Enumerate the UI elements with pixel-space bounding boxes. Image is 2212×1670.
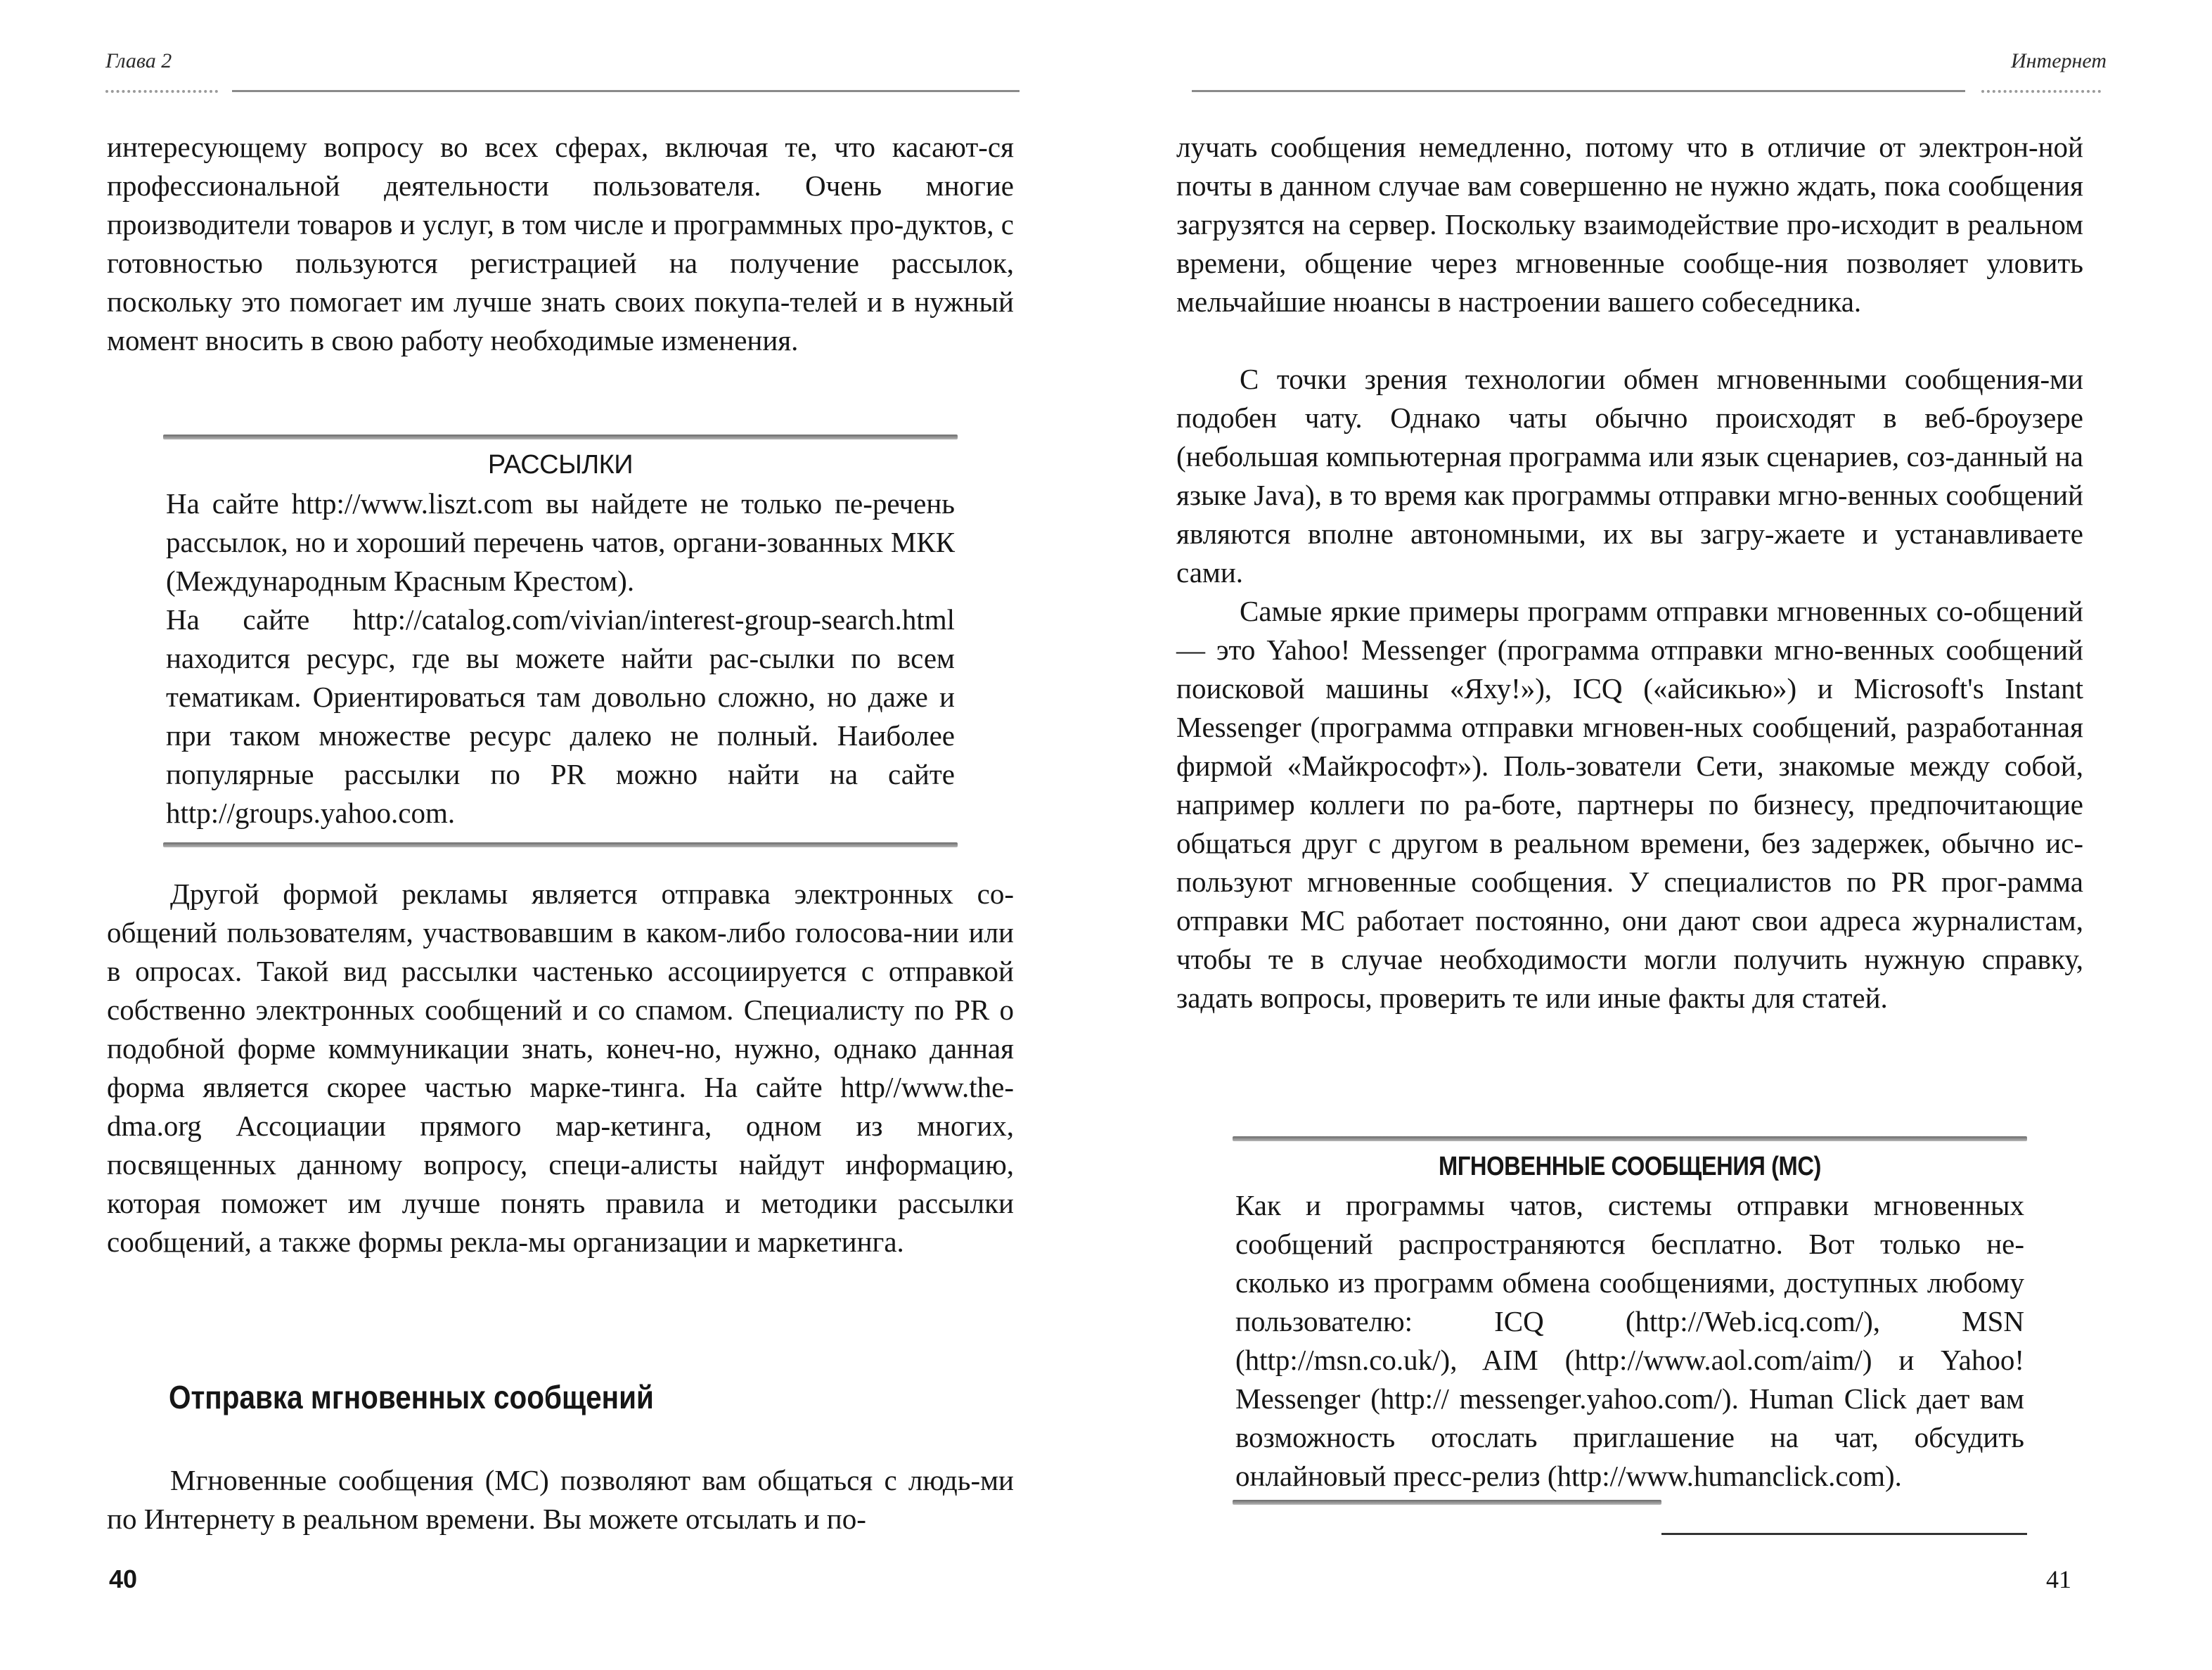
running-head-right: Интернет bbox=[2011, 49, 2107, 72]
box-bottom-bar bbox=[163, 842, 958, 847]
sidebar-box-mailing-lists bbox=[163, 435, 958, 847]
box-tail-line bbox=[1661, 1533, 2027, 1535]
header-dotted-rule-left bbox=[105, 90, 218, 93]
header-rule-left bbox=[232, 90, 1020, 92]
header-dotted-rule-right bbox=[1981, 90, 2101, 93]
left-paragraph-1: интересующему вопросу во всех сферах, включая те, что касают-ся профессиональной деятельности пользователя. Очень многие производители товаров и услуг, в том числе и программных про-дуктов, с готовностью пользуются регистрацией на получение рассылок, поскольку это помогает им лучше знать своих покупа-телей и в нужный момент вносить в свою работу необходимые изменения. bbox=[107, 131, 1014, 357]
right-paragraph-1: лучать сообщения немедленно, потому что в отличие от электрон-ной почты в данном случае вам совершенно не нужно ждать, пока сообщения загрузятся на сервер. Поскольку взаимодействие про-исходит в реальном времени, общение через мгновенные сообще-ния позволяет уловить мельчайшие нюансы в настроении вашего собеседника. bbox=[1176, 131, 2083, 318]
sidebar-box-instant-messages bbox=[1233, 1136, 2027, 1505]
left-paragraph-3: Мгновенные сообщения (МС) позволяют вам общаться с людь-ми по Интернету в реальном времени. Вы можете отсылать и по- bbox=[107, 1464, 1014, 1535]
box-bottom-bar bbox=[1233, 1500, 1661, 1505]
running-head-left: Глава 2 bbox=[105, 49, 172, 72]
box-text-1: На сайте http://www.liszt.com вы найдете не только пе-речень рассылок, но и хороший перечень чатов, органи-зованных МКК (Международным Красным Крестом). bbox=[166, 487, 955, 597]
page-number-left: 40 bbox=[109, 1565, 138, 1593]
left-paragraph-2: Другой формой рекламы является отправка электронных со-общений пользователям, участвовавшим в каком-либо голосова-нии или в опросах. Такой вид рассылки частенько ассоциируется с отправкой собственно электронных сообщений и со спамом. Специалисту по PR о подобной форме коммуникации знать, конеч-но, нужно, однако данная форма является скорее частью марке-тинга. На сайте http//www.the-dma.org Ассоциации прямого мар-кетинга, одном из многих, посвященных данному вопросу, специ-алисты найдут информацию, которая поможет им лучше понять правила и методики рассылки сообщений, а также формы рекла-мы организации и маркетинга. bbox=[107, 878, 1014, 1258]
box-top-bar bbox=[1233, 1136, 2027, 1141]
right-paragraph-2: С точки зрения технологии обмен мгновенными сообщения-ми подобен чату. Однако чаты обычно происходят в веб-броузере (небольшая компьютерная программа или язык сценариев, соз-данный на языке Java), в то время как программы отправки мгно-венных сообщений являются вполне автономными, их вы загру-жаете и устанавливаете сами. bbox=[1176, 363, 2083, 589]
right-page bbox=[1106, 0, 2212, 1670]
box-title-instant-messages: МГНОВЕННЫЕ СООБЩЕНИЯ (МС) bbox=[1439, 1152, 1821, 1181]
section-heading: Отправка мгновенных сообщений bbox=[169, 1379, 654, 1415]
box-text-2: На сайте http://catalog.com/vivian/interest-group-search.html находится ресурс, где вы можете найти рас-сылки по всем тематикам. Ориентироваться там довольно сложно, но даже и при таком множестве ресурс далеко не полный. Наиболее популярные рассылки по PR можно найти на сайте http://groups.yahoo.com. bbox=[166, 603, 955, 829]
box-top-bar bbox=[163, 435, 958, 439]
box-title-mailing-lists: РАССЫЛКИ bbox=[487, 450, 634, 480]
header-rule-right bbox=[1192, 90, 1965, 92]
right-paragraph-3: Самые яркие примеры программ отправки мгновенных со-общений — это Yahoo! Messenger (программа отправки мгно-венных сообщений поисковой машины «Яху!»), ICQ («айсикью») и Microsoft's Instant Messenger (программа отправки мгновен-ных сообщений, разработанная фирмой «Майкрософт»). Поль-зователи Сети, знакомые между собой, например коллеги по ра-боте, партнеры по бизнесу, предпочитающие общаться друг с другом в реальном времени, без задержек, обычно ис-пользуют мгновенные сообщения. У специалистов по PR прог-рамма отправки МС работает постоянно, они дают свои адреса журналистам, чтобы те в случае необходимости могли получить нужную справку, задать вопросы, проверить те или иные факты для статей. bbox=[1176, 595, 2083, 1014]
box-text: Как и программы чатов, системы отправки мгновенных сообщений распространяются бесплатно. Вот только не-сколько из программ обмена сообщениями, доступных любому пользователю: ICQ (http://Web.icq.com/), MSN (http://msn.co.uk/), AIM (http://www.aol.com/aim/) и Yahoo! Messenger (http:// messenger.yahoo.com/). Human Click дает вам возможность отослать приглашение на чат, обсудить онлайновый пресс-релиз (http://www.humanclick.com). bbox=[1235, 1189, 2024, 1492]
page-number-right: 41 bbox=[2046, 1565, 2071, 1593]
